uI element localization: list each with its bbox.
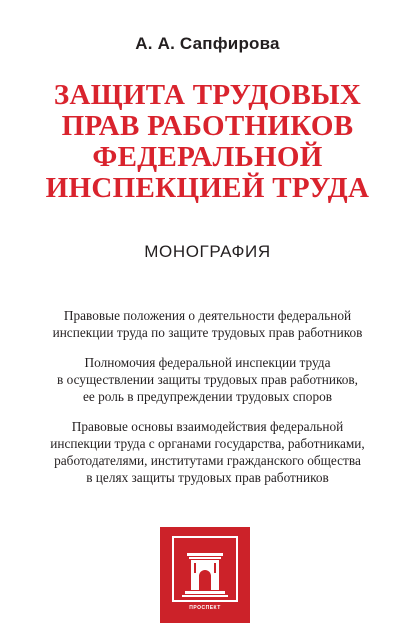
description-line: Правовые основы взаимодействия федеральной: [71, 419, 344, 434]
title-line: ПРАВ РАБОТНИКОВ: [61, 110, 354, 142]
description-line: в осуществлении защиты трудовых прав работников,: [56, 372, 359, 387]
title-line: ФЕДЕРАЛЬНОЙ: [92, 141, 323, 173]
title-line: ЗАЩИТА ТРУДОВЫХ: [53, 79, 362, 111]
description-line: инспекции труда по защите трудовых прав работников: [52, 325, 363, 340]
description-line: ее роль в предупреждении трудовых споров: [82, 389, 333, 404]
author-name: А. А. Сапфирова: [135, 34, 280, 53]
description-line: инспекции труда с органами государства, работниками,: [50, 436, 365, 451]
description-paragraph: [30, 418, 385, 486]
publisher-logo: [160, 527, 250, 623]
description-line: Правовые положения о деятельности федеральной: [63, 308, 352, 323]
description-line: работодателями, институтами гражданского общества: [54, 453, 361, 468]
description-line: в целях защиты трудовых прав работников: [86, 470, 329, 485]
book-genre: МОНОГРАФИЯ: [144, 242, 271, 261]
description-paragraph: [30, 354, 385, 405]
title-line: ИНСПЕКЦИЕЙ ТРУДА: [45, 172, 370, 204]
book-title: [0, 80, 415, 204]
publisher-name: ПРОСПЕКТ: [189, 605, 221, 611]
description-paragraph: [30, 307, 385, 341]
description-line: Полномочия федеральной инспекции труда: [84, 355, 331, 370]
